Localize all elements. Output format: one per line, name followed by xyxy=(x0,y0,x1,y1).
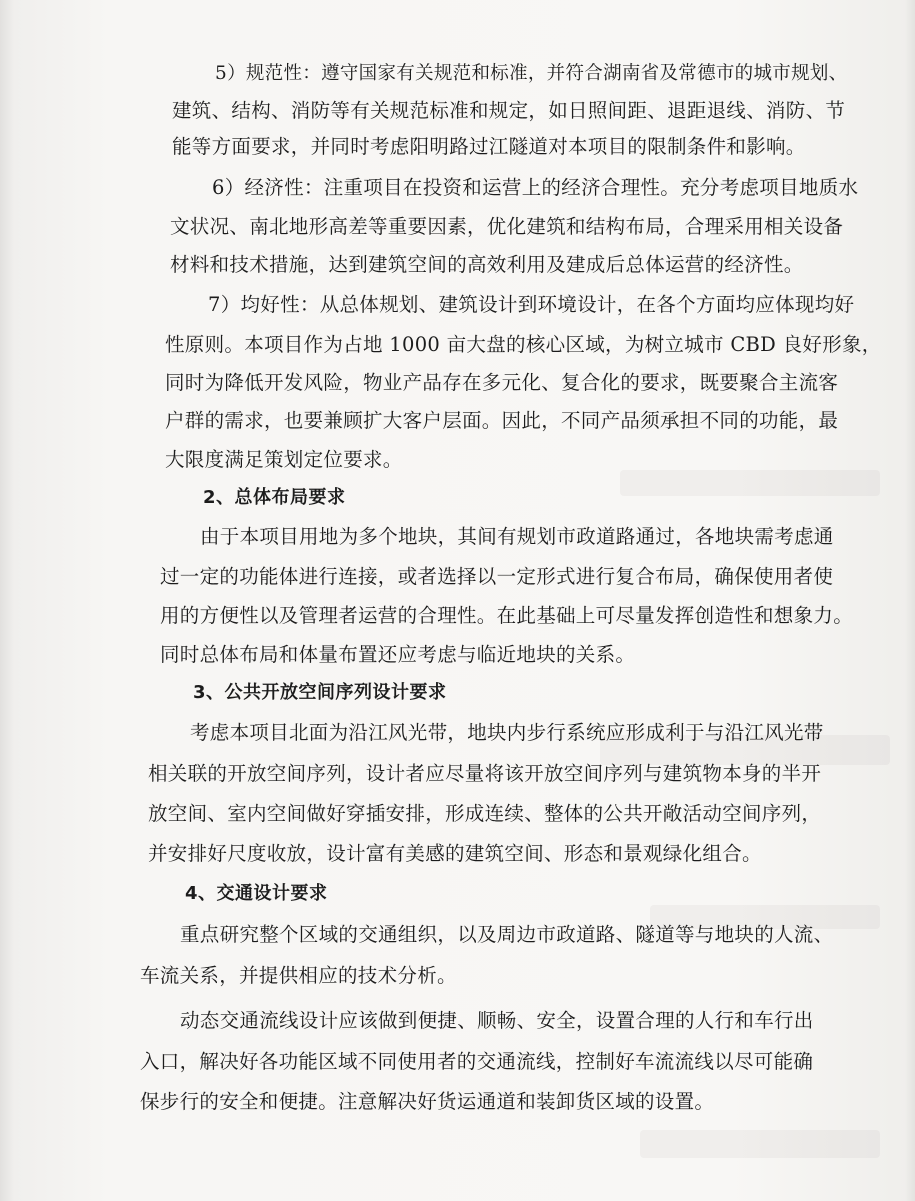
text-line: 动态交通流线设计应该做到便捷、顺畅、安全，设置合理的人行和车行出 xyxy=(180,1009,814,1032)
text-line: 大限度满足策划定位要求。 xyxy=(165,448,403,471)
section-heading: 3、公共开放空间序列设计要求 xyxy=(193,682,447,703)
section-heading: 4、交通设计要求 xyxy=(185,883,328,904)
text-line: 7）均好性：从总体规划、建筑设计到环境设计，在各个方面均应体现均好 xyxy=(208,293,855,316)
text-line: 材料和技术措施，达到建筑空间的高效利用及建成后总体运营的经济性。 xyxy=(170,253,804,276)
text-line: 过一定的功能体进行连接，或者选择以一定形式进行复合布局，确保使用者使 xyxy=(160,565,834,588)
page-edge-shadow-right xyxy=(905,0,915,1201)
text-line: 考虑本项目北面为沿江风光带，地块内步行系统应形成利于与沿江风光带 xyxy=(190,721,824,744)
bleed-through-mark xyxy=(620,470,880,496)
text-line: 文状况、南北地形高差等重要因素，优化建筑和结构布局，合理采用相关设备 xyxy=(170,215,844,238)
text-line: 由于本项目用地为多个地块，其间有规划市政道路通过，各地块需考虑通 xyxy=(200,525,834,548)
text-line: 放空间、室内空间做好穿插安排，形成连续、整体的公共开敞活动空间序列， xyxy=(148,802,822,825)
section-heading: 2、总体布局要求 xyxy=(203,487,346,508)
text-line: 6）经济性：注重项目在投资和运营上的经济合理性。充分考虑项目地质水 xyxy=(212,176,859,199)
text-line: 性原则。本项目作为占地 1000 亩大盘的核心区域，为树立城市 CBD 良好形象， xyxy=(165,333,882,356)
text-line: 户群的需求，也要兼顾扩大客户层面。因此，不同产品须承担不同的功能，最 xyxy=(165,409,839,432)
text-line: 用的方便性以及管理者运营的合理性。在此基础上可尽量发挥创造性和想象力。 xyxy=(160,604,854,627)
text-line: 能等方面要求，并同时考虑阳明路过江隧道对本项目的限制条件和影响。 xyxy=(172,135,806,158)
text-line: 入口，解决好各功能区域不同使用者的交通流线，控制好车流流线以尽可能确 xyxy=(140,1050,814,1073)
text-line: 同时总体布局和体量布置还应考虑与临近地块的关系。 xyxy=(160,643,636,666)
text-line: 相关联的开放空间序列，设计者应尽量将该开放空间序列与建筑物本身的半开 xyxy=(148,762,822,785)
bleed-through-mark xyxy=(640,1130,880,1158)
page-edge-shadow-left xyxy=(0,0,14,1201)
text-line: 5）规范性：遵守国家有关规范和标准，并符合湖南省及常德市的城市规划、 xyxy=(215,63,848,84)
text-line: 并安排好尺度收放，设计富有美感的建筑空间、形态和景观绿化组合。 xyxy=(148,842,762,865)
text-line: 重点研究整个区域的交通组织，以及周边市政道路、隧道等与地块的人流、 xyxy=(180,923,834,946)
text-line: 车流关系，并提供相应的技术分析。 xyxy=(140,964,457,987)
text-line: 同时为降低开发风险，物业产品存在多元化、复合化的要求，既要聚合主流客 xyxy=(165,371,839,394)
text-line: 保步行的安全和便捷。注意解决好货运通道和装卸货区域的设置。 xyxy=(140,1090,715,1113)
text-line: 建筑、结构、消防等有关规范标准和规定，如日照间距、退距退线、消防、节 xyxy=(172,99,846,122)
